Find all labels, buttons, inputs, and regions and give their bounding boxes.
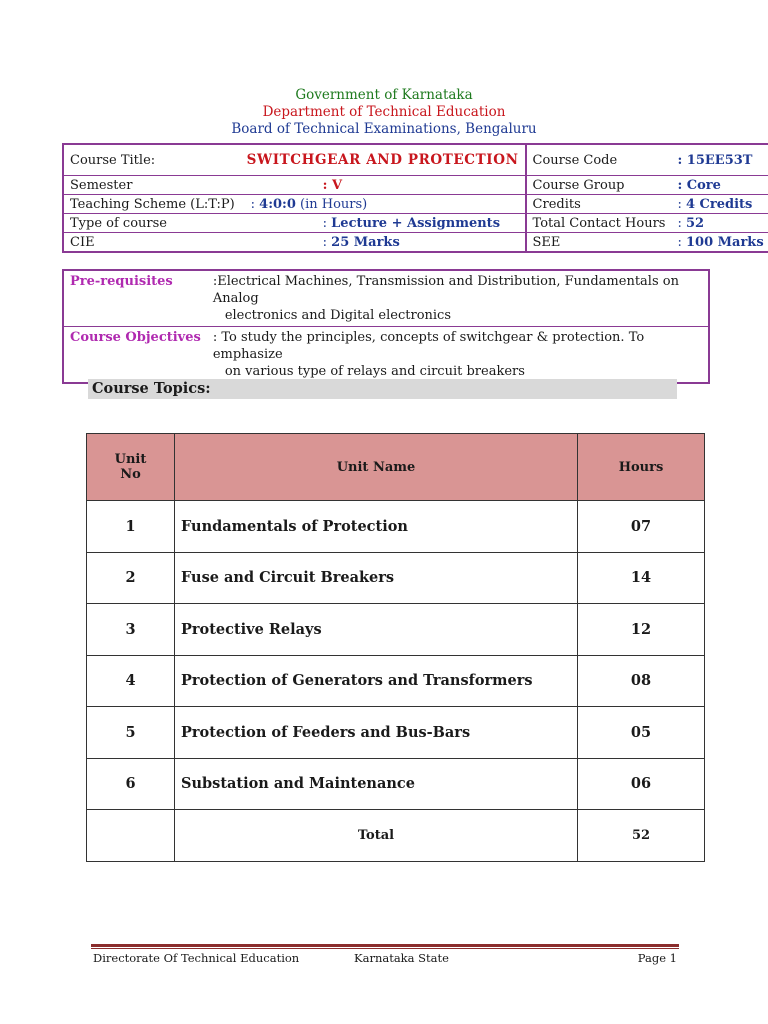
footer-left: Directorate Of Technical Education: [93, 951, 300, 965]
footer-rule-thin: [91, 948, 679, 949]
prerequisites-table: [62, 269, 710, 384]
course-title-value: SWITCHGEAR AND PROTECTION: [246, 152, 519, 168]
unit-no: 3: [87, 604, 175, 656]
unit-name: Fuse and Circuit Breakers: [175, 552, 578, 604]
semester-label: Semester: [63, 176, 241, 195]
unit-no: 5: [87, 707, 175, 759]
course-group-label: Course Group: [526, 176, 672, 195]
table-row: [87, 655, 705, 707]
course-title-label: Course Title:: [70, 152, 156, 168]
table-row: [87, 707, 705, 759]
credits-value: : 4 Credits: [671, 195, 768, 214]
unit-hours: 14: [578, 552, 705, 604]
units-table: [86, 433, 705, 862]
dept-title: Department of Technical Education: [262, 104, 506, 120]
document-header: [0, 87, 768, 138]
unit-hours: 12: [578, 604, 705, 656]
unit-hours: 05: [578, 707, 705, 759]
course-objectives-value: : To study the principles, concepts of switchgear & protection. To emphasize on various type of relays and circuit breakers: [207, 327, 709, 384]
unit-no: 2: [87, 552, 175, 604]
unit-hours: 08: [578, 655, 705, 707]
table-row: [87, 552, 705, 604]
unit-name: Protection of Feeders and Bus-Bars: [175, 707, 578, 759]
course-info-table: [62, 143, 768, 253]
footer-rule: [91, 944, 679, 947]
course-objectives-label: Course Objectives: [63, 327, 207, 384]
page-number: Page 1: [637, 951, 677, 965]
col-hours: Hours: [578, 434, 705, 501]
unit-name: Fundamentals of Protection: [175, 501, 578, 553]
teaching-scheme-label: Teaching Scheme (L:T:P): [63, 195, 241, 214]
table-row: [87, 758, 705, 810]
total-hours: 52: [578, 810, 705, 862]
unit-no: 4: [87, 655, 175, 707]
prerequisites-label: Pre-requisites: [70, 274, 173, 289]
see-label: SEE: [526, 233, 672, 253]
contact-hours-value: : 52: [671, 214, 768, 233]
contact-hours-label: Total Contact Hours: [526, 214, 672, 233]
table-row: [87, 604, 705, 656]
total-blank-cell: [87, 810, 175, 862]
course-code-label: Course Code: [526, 144, 672, 176]
teaching-scheme-value: : 4:0:0 (in Hours): [241, 195, 526, 214]
type-of-course-label: Type of course: [63, 214, 241, 233]
footer-mid: Karnataka State: [354, 951, 449, 965]
units-table-header: [87, 434, 705, 501]
semester-value: : V: [241, 176, 526, 195]
prerequisites-value: :Electrical Machines, Transmission and Distribution, Fundamentals on Analog electronics and Digital electronics: [212, 274, 679, 323]
unit-no: 1: [87, 501, 175, 553]
total-row: [87, 810, 705, 862]
unit-name: Substation and Maintenance: [175, 758, 578, 810]
course-code-value: : 15EE53T: [677, 152, 753, 168]
cie-label: CIE: [63, 233, 241, 253]
total-label: Total: [175, 810, 578, 862]
see-value: : 100 Marks: [671, 233, 768, 253]
col-unit-no: Unit No: [87, 434, 175, 501]
course-group-value: : Core: [671, 176, 768, 195]
unit-name: Protection of Generators and Transformers: [175, 655, 578, 707]
unit-hours: 07: [578, 501, 705, 553]
board-title: Board of Technical Examinations, Bengaluru: [231, 121, 537, 137]
course-topics-heading: Course Topics:: [88, 379, 677, 399]
unit-name: Protective Relays: [175, 604, 578, 656]
col-unit-name: Unit Name: [175, 434, 578, 501]
unit-no: 6: [87, 758, 175, 810]
credits-label: Credits: [526, 195, 672, 214]
cie-value: : 25 Marks: [241, 233, 526, 253]
type-of-course-value: : Lecture + Assignments: [241, 214, 526, 233]
govt-title: Government of Karnataka: [295, 87, 473, 103]
table-row: [87, 501, 705, 553]
unit-hours: 06: [578, 758, 705, 810]
